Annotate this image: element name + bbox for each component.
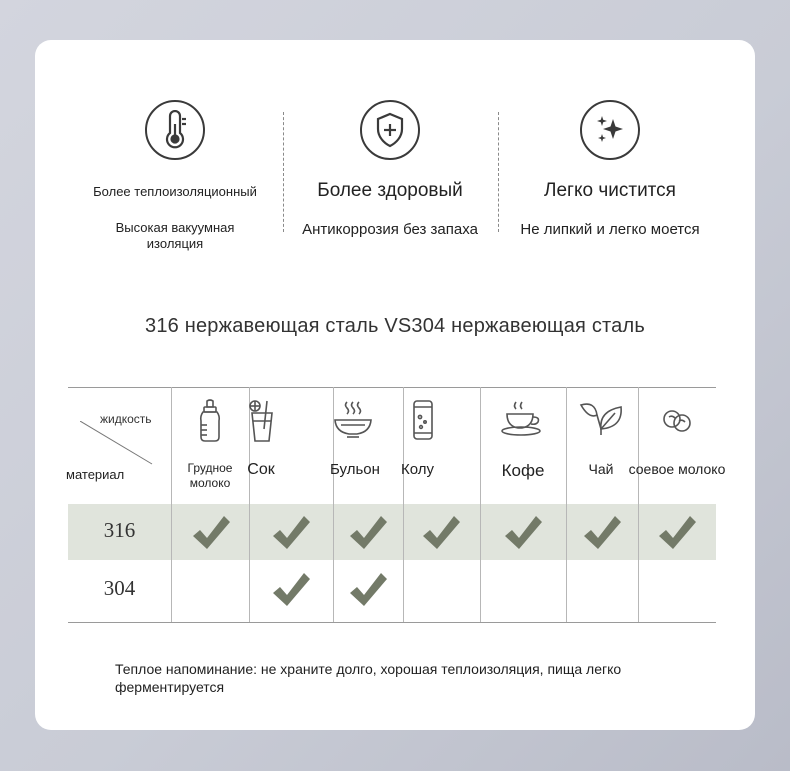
warm-reminder-note: Теплое напоминание: не храните долго, хорошая теплоизоляция, пища легко ферментируется bbox=[115, 661, 622, 695]
check-mark-icon bbox=[271, 569, 311, 614]
check-mark-icon bbox=[582, 512, 622, 557]
feature-desc: Не липкий и легко моется bbox=[520, 221, 700, 238]
info-card bbox=[35, 40, 755, 730]
check-mark-icon bbox=[271, 512, 311, 557]
column-label: Грудное молоко bbox=[187, 461, 233, 490]
corner-label-liquid: жидкость bbox=[100, 412, 152, 426]
feature-title: Более теплоизоляционный bbox=[93, 184, 257, 199]
check-mark-icon bbox=[657, 512, 697, 557]
column-header bbox=[566, 387, 638, 504]
table-border bbox=[68, 622, 716, 623]
thermometer-icon bbox=[145, 100, 205, 160]
shield-plus-icon bbox=[360, 100, 420, 160]
feature-health bbox=[275, 100, 505, 238]
column-label: Бульон bbox=[330, 461, 380, 478]
column-label: соевое молоко bbox=[628, 461, 726, 477]
feature-desc: Антикоррозия без запаха bbox=[302, 221, 478, 238]
check-mark-icon bbox=[348, 569, 388, 614]
feature-desc: Высокая вакуумная изоляция bbox=[115, 220, 235, 251]
check-mark-icon bbox=[348, 512, 388, 557]
check-mark-icon bbox=[503, 512, 543, 557]
feature-insulation bbox=[60, 100, 290, 251]
column-label: Кофе bbox=[501, 461, 545, 480]
column-header bbox=[628, 387, 726, 504]
row-label-304: 304 bbox=[103, 576, 136, 600]
row-label-316: 316 bbox=[103, 518, 136, 542]
comparison-title: 316 нержавеющая сталь VS304 нержавеющая сталь bbox=[145, 315, 645, 337]
check-mark-icon bbox=[421, 512, 461, 557]
column-label: Сок bbox=[247, 461, 275, 478]
column-header bbox=[400, 387, 480, 504]
soda-can-icon bbox=[365, 399, 480, 446]
soybean-icon bbox=[638, 409, 716, 438]
diagonal-line bbox=[80, 421, 155, 467]
column-label: Колу bbox=[400, 461, 434, 478]
feature-cleaning bbox=[495, 100, 725, 238]
feature-title: Более здоровый bbox=[317, 180, 463, 201]
tea-leaf-icon bbox=[566, 399, 638, 442]
feature-title: Легко чистится bbox=[544, 180, 676, 201]
comparison-table bbox=[66, 387, 726, 622]
corner-cell bbox=[68, 387, 171, 504]
coffee-cup-icon bbox=[480, 399, 566, 444]
column-header bbox=[480, 387, 566, 504]
corner-label-material: материал bbox=[66, 467, 125, 482]
column-label: Чай bbox=[588, 461, 614, 477]
check-mark-icon bbox=[191, 512, 231, 557]
sparkle-icon bbox=[580, 100, 640, 160]
